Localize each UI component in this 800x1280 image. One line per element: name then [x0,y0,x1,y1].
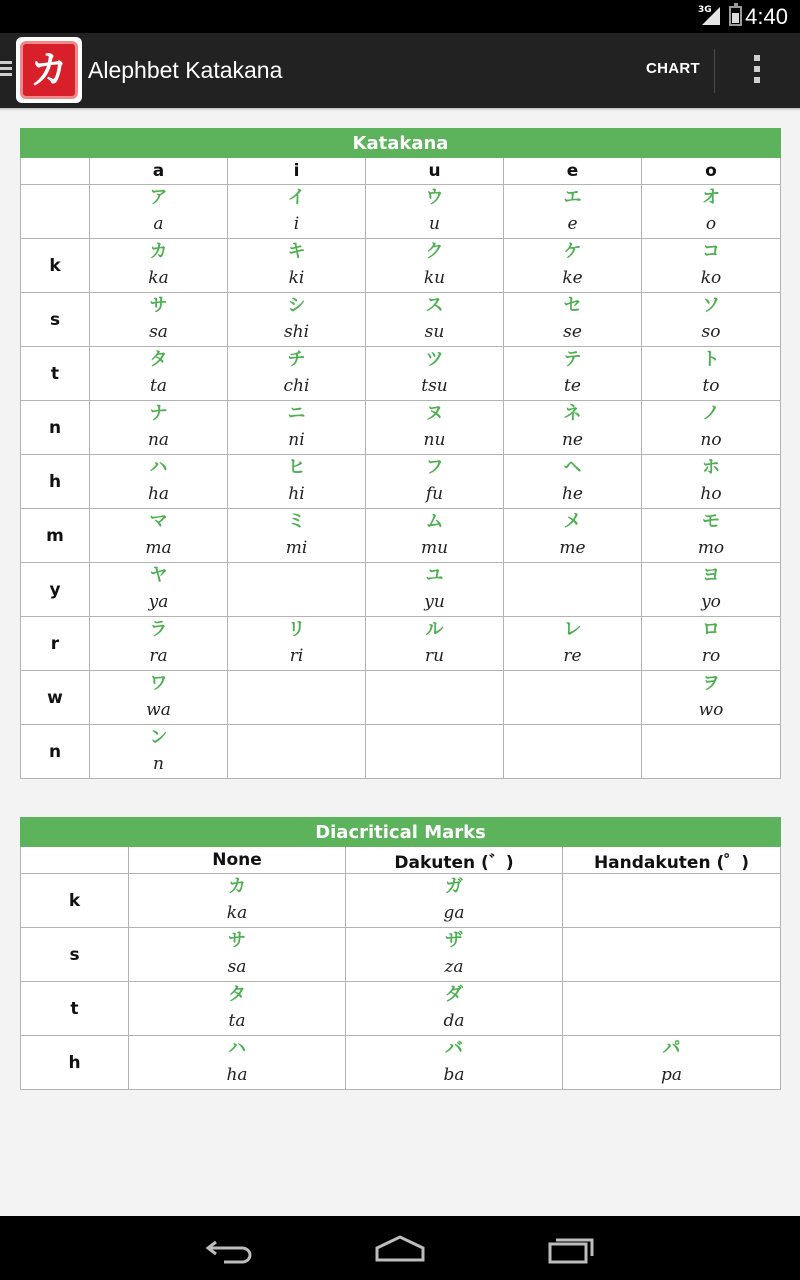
kana-glyph: リ [287,618,306,640]
kana-cell[interactable] [129,1036,346,1090]
table-row [21,509,781,563]
romaji-label: ka [226,902,248,923]
table-row [21,293,781,347]
kana-glyph: ラ [149,618,168,640]
kana-cell [366,671,504,725]
romaji-label: ta [228,1010,246,1031]
kana-glyph: カ [149,240,168,262]
table-row [21,671,781,725]
table-row [21,401,781,455]
romaji-label: me [559,537,586,558]
row-label: s [21,293,90,347]
column-header: Handakuten (゜) [563,847,781,874]
status-bar [0,0,800,33]
kana-glyph: ヘ [563,456,582,478]
kana-glyph: ミ [287,510,306,532]
romaji-label: ma [145,537,172,558]
menu-icon[interactable] [0,61,12,77]
row-label: r [21,617,90,671]
kana-glyph: ン [149,726,168,748]
romaji-label: se [563,321,582,342]
kana-cell[interactable] [228,185,366,239]
column-header: e [504,158,642,185]
kana-cell[interactable] [90,185,228,239]
romaji-label [563,1009,780,1035]
romaji-label: mi [285,537,308,558]
kana-glyph: フ [425,456,444,478]
romaji-label: sa [149,321,168,342]
row-label: y [21,563,90,617]
kana-glyph: ル [425,618,444,640]
kana-cell[interactable] [90,455,228,509]
romaji-label: ru [424,645,445,666]
kana-glyph [366,672,503,698]
diacritics-table-title: Diacritical Marks [21,818,781,847]
romaji-label: o [705,213,717,234]
column-header [21,847,129,874]
kana-glyph: ダ [445,983,463,1005]
kana-cell[interactable] [642,455,781,509]
kana-cell[interactable] [346,928,563,982]
kana-cell[interactable] [642,509,781,563]
kana-cell[interactable] [90,239,228,293]
romaji-label: n [153,753,164,774]
kana-cell[interactable] [90,401,228,455]
romaji-label: nu [423,429,446,450]
kana-glyph [228,564,365,590]
kana-cell[interactable] [129,928,346,982]
kana-cell[interactable] [642,239,781,293]
kana-glyph: ナ [149,402,168,424]
table-row [21,185,781,239]
kana-cell[interactable] [642,185,781,239]
kana-glyph: ク [425,240,444,262]
kana-cell[interactable] [642,401,781,455]
kana-glyph: セ [563,294,582,316]
kana-glyph: ヨ [702,564,720,586]
kana-glyph [642,726,780,752]
table-row [21,239,781,293]
table-row [21,347,781,401]
table-row [21,1036,781,1090]
romaji-label: a [153,213,164,234]
kana-glyph [504,564,641,590]
row-label: h [21,455,90,509]
clock: 4:40 [745,4,788,29]
kana-glyph: ネ [563,402,582,424]
romaji-label [563,901,780,927]
kana-glyph: タ [149,348,168,370]
kana-glyph: メ [563,510,582,532]
romaji-label: ke [562,267,583,288]
kana-cell[interactable] [563,1036,781,1090]
kana-glyph: カ [228,875,246,897]
romaji-label [228,590,365,616]
kana-cell[interactable] [366,239,504,293]
kana-cell[interactable] [504,185,642,239]
column-header: o [642,158,781,185]
kana-cell[interactable] [90,671,228,725]
kana-cell[interactable] [366,185,504,239]
kana-cell[interactable] [228,509,366,563]
kana-cell[interactable] [366,455,504,509]
kana-cell[interactable] [642,563,781,617]
katakana-table [20,128,781,779]
column-header: u [366,158,504,185]
kana-cell [563,982,781,1036]
romaji-label: su [424,321,445,342]
romaji-label: u [429,213,440,234]
kana-glyph: サ [228,929,246,951]
romaji-label: da [443,1010,465,1031]
kana-glyph: チ [287,348,306,370]
kana-cell[interactable] [90,509,228,563]
row-label: h [21,1036,129,1090]
romaji-label: i [293,213,300,234]
kana-cell[interactable] [228,401,366,455]
romaji-label: ri [289,645,304,666]
kana-cell[interactable] [642,347,781,401]
row-label: n [21,401,90,455]
kana-glyph: ヌ [425,402,444,424]
overflow-menu-icon[interactable] [752,55,762,87]
kana-glyph: ハ [228,1037,246,1059]
kana-cell[interactable] [228,239,366,293]
kana-glyph: ツ [425,348,444,370]
recents-icon[interactable] [548,1234,596,1264]
kana-glyph: ケ [563,240,582,262]
kana-cell[interactable] [366,617,504,671]
kana-glyph [504,672,641,698]
romaji-label [366,698,503,724]
kana-cell[interactable] [504,293,642,347]
romaji-label [366,752,503,778]
romaji-label: re [563,645,582,666]
romaji-label: mo [697,537,725,558]
romaji-label: te [564,375,581,396]
table-row [21,563,781,617]
kana-glyph: タ [228,983,246,1005]
romaji-label: e [567,213,578,234]
row-label: w [21,671,90,725]
kana-cell[interactable] [228,293,366,347]
romaji-label: mu [420,537,449,558]
kana-cell [563,874,781,928]
kana-glyph [563,875,780,901]
page-title: Alephbet Katakana [88,57,283,83]
romaji-label: yu [424,591,445,612]
kana-cell [504,725,642,779]
romaji-label: ne [561,429,583,450]
kana-cell[interactable] [228,455,366,509]
kana-glyph: ウ [425,186,444,208]
table-row [21,874,781,928]
romaji-label: na [147,429,170,450]
kana-cell[interactable] [129,874,346,928]
kana-glyph [228,726,365,752]
kana-glyph: ノ [702,402,720,424]
row-label: k [21,874,129,928]
table-row [21,725,781,779]
kana-cell [228,725,366,779]
table-row [21,928,781,982]
row-label: t [21,347,90,401]
kana-cell[interactable] [642,617,781,671]
kana-glyph: エ [563,186,582,208]
column-header: i [228,158,366,185]
romaji-label: so [701,321,721,342]
kana-glyph: ロ [702,618,720,640]
romaji-label [228,698,365,724]
table-row [21,617,781,671]
romaji-label: ra [149,645,168,666]
kana-glyph: ニ [287,402,306,424]
kana-glyph [563,983,780,1009]
row-label [21,185,90,239]
column-header: a [90,158,228,185]
kana-cell[interactable] [90,563,228,617]
romaji-label: ba [443,1064,465,1085]
romaji-label: za [444,956,464,977]
kana-glyph [563,929,780,955]
column-header [21,158,90,185]
kana-glyph: マ [149,510,168,532]
chart-button[interactable]: CHART [646,60,700,77]
romaji-label: wa [146,699,171,720]
kana-cell[interactable] [642,671,781,725]
kana-cell [504,563,642,617]
kana-cell[interactable] [366,563,504,617]
kana-cell[interactable] [228,347,366,401]
romaji-label [504,752,641,778]
romaji-label: he [561,483,583,504]
romaji-label: ha [226,1064,248,1085]
row-label: s [21,928,129,982]
table-row [21,982,781,1036]
kana-cell[interactable] [90,347,228,401]
kana-cell[interactable] [366,347,504,401]
kana-cell[interactable] [90,617,228,671]
kana-glyph [504,726,641,752]
kana-glyph: ザ [445,929,463,951]
kana-glyph: テ [563,348,582,370]
signal-icon [700,5,722,27]
table-row [21,455,781,509]
kana-cell[interactable] [504,509,642,563]
kana-glyph: コ [702,240,720,262]
romaji-label: hi [288,483,305,504]
romaji-label: ta [150,375,167,396]
kana-cell[interactable] [504,347,642,401]
romaji-label: wo [698,699,724,720]
kana-cell [504,671,642,725]
kana-glyph: ワ [149,672,168,694]
row-label: n [21,725,90,779]
romaji-label: yo [701,591,721,612]
column-header: Dakuten (゛) [346,847,563,874]
kana-glyph: バ [445,1037,463,1059]
kana-glyph: ス [425,294,444,316]
kana-cell[interactable] [346,1036,563,1090]
romaji-label: chi [283,375,310,396]
romaji-label: ki [288,267,305,288]
kana-cell[interactable] [228,617,366,671]
kana-glyph: サ [149,294,168,316]
kana-cell[interactable] [366,293,504,347]
romaji-label: to [702,375,720,396]
kana-glyph [228,672,365,698]
romaji-label: ko [700,267,722,288]
romaji-label [228,752,365,778]
romaji-label [642,752,780,778]
kana-glyph: ム [425,510,444,532]
toolbar-divider [714,49,715,93]
kana-cell[interactable] [366,509,504,563]
katakana-table-title: Katakana [21,129,781,158]
kana-cell[interactable] [504,617,642,671]
kana-cell [228,563,366,617]
romaji-label: ga [443,902,465,923]
kana-glyph: ト [702,348,720,370]
romaji-label: pa [660,1064,683,1085]
kana-glyph: ソ [702,294,720,316]
romaji-label: ku [423,267,446,288]
kana-glyph: イ [287,186,306,208]
kana-cell [366,725,504,779]
kana-glyph: ユ [425,564,444,586]
kana-glyph: レ [563,618,582,640]
battery-icon [729,6,742,26]
romaji-label: ro [701,645,721,666]
kana-glyph [366,726,503,752]
romaji-label: shi [283,321,310,342]
kana-glyph: ガ [445,875,463,897]
kana-cell[interactable] [504,239,642,293]
kana-glyph: ハ [149,456,168,478]
app-logo-icon[interactable]: カ [16,37,82,103]
kana-cell[interactable] [129,982,346,1036]
kana-glyph: ヤ [149,564,168,586]
kana-glyph: オ [702,186,720,208]
column-header: None [129,847,346,874]
romaji-label: no [700,429,722,450]
romaji-label: ya [148,591,169,612]
row-label: k [21,239,90,293]
romaji-label [504,698,641,724]
romaji-label: sa [227,956,247,977]
row-label: t [21,982,129,1036]
kana-cell[interactable] [346,982,563,1036]
action-bar [0,33,800,108]
romaji-label: ho [700,483,722,504]
kana-glyph: ア [149,186,168,208]
kana-cell [563,928,781,982]
romaji-label: tsu [421,375,448,396]
kana-cell[interactable] [504,401,642,455]
romaji-label [504,590,641,616]
kana-glyph: モ [702,510,720,532]
romaji-label: ka [148,267,169,288]
romaji-label: ha [147,483,170,504]
kana-cell[interactable] [504,455,642,509]
diacritics-table [20,817,781,1090]
kana-cell[interactable] [90,725,228,779]
kana-glyph: シ [287,294,306,316]
kana-cell[interactable] [90,293,228,347]
back-icon[interactable] [206,1234,254,1264]
kana-cell[interactable] [346,874,563,928]
home-icon[interactable] [374,1234,426,1264]
action-bar-shadow [0,108,800,111]
navigation-bar [0,1216,800,1280]
network-type: 3G [698,5,712,15]
kana-cell[interactable] [366,401,504,455]
kana-glyph: ヲ [702,672,720,694]
kana-glyph: ホ [702,456,720,478]
kana-glyph: パ [662,1037,681,1059]
kana-glyph: ヒ [287,456,306,478]
kana-cell [642,725,781,779]
kana-cell[interactable] [642,293,781,347]
romaji-label [563,955,780,981]
romaji-label: ni [288,429,305,450]
kana-cell [228,671,366,725]
romaji-label: fu [425,483,444,504]
row-label: m [21,509,90,563]
kana-glyph: キ [287,240,306,262]
